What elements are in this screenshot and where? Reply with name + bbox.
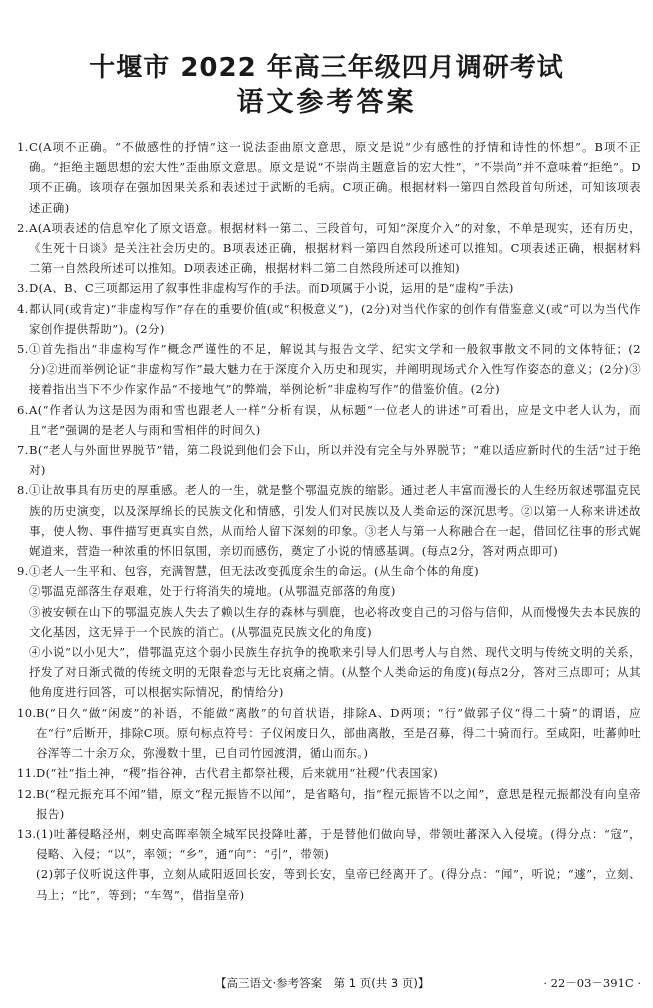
answer-text: ①让故事具有历史的厚重感。老人的一生，就是整个鄂温克族的缩影。通过老人丰富而漫长的人生经历叙述鄂温克民族的历史演变，以及深厚绵长的民族文化和情感，引发人们对民族以及人类命运的深沉思考。②以第一人称来讲述故事，使人物、事件描写更真实自然，从而给人留下深刻的印象。③老人与第一人称融合在一起，借回忆往事的形式娓娓道来，营造一种浓重的怀旧氛围，亲切而感伤，奠定了小说的情感基调。(每点2分，答对两点即可) — [29, 483, 641, 559]
answer-text: C(A项不正确。“不做感性的抒情”这一说法歪曲原文意思，原文是说“少有感性的抒情和诗性的怀想”。B项不正确。“拒绝主题思想的宏大性”歪曲原文意思。原文是说“不崇尚主题意旨的宏大性”，“不崇尚”并不意味着“拒绝”。D项不正确。该项存在强加因果关系和表述过于武断的毛病。C项正确。根据材料一第四自然段首句所述，可知该项表述正确) — [29, 140, 641, 215]
answer-text: D(“社”指土神，“稷”指谷神，古代君主都祭社稷，后来就用“社稷”代表国家) — [36, 766, 439, 781]
answer-item-6 — [17, 400, 641, 440]
answer-text: 都认同(或肯定)“非虚构写作”存在的重要价值(或“积极意义”)，(2分)对当代作家的创作有借鉴意义(或“可以为当代作家创作提供帮助”)。(2分) — [29, 301, 641, 336]
answer-item-3 — [17, 278, 641, 298]
answer-item-13 — [17, 824, 641, 905]
question-number: 12. — [17, 786, 37, 801]
answer-text: A(“作者认为这是因为雨和雪也跟老人一样”分析有误，从标题“一位老人的讲述”可看出，应是文中老人认为，而且“老”强调的是老人与雨和雪相伴的时间久) — [29, 402, 641, 437]
answer-text: (1)吐蕃侵略泾州，刺史高晖率领全城军民投降吐蕃，于是替他们做向导，带领吐蕃深入入侵境。(得分点：“寇”，侵略、入侵；“以”，率领；“乡”，通“向”：“引”，带领) (2)郭子仪听说这件事，立刻从咸阳返回长安，等到长安，皇帝已经离开了。(得分点：“闻”，听说；“遽”，立刻、马上；“比”，等到；“车驾”，借指皇帝) — [36, 826, 641, 902]
question-number: 11. — [17, 766, 37, 781]
question-number: 6. — [17, 402, 29, 417]
answer-item-8 — [17, 480, 641, 561]
answer-text: ①首先指出“非虚构写作”概念严谨性的不足，解说其与报告文学、纪实文学和一般叙事散文不同的文体特征；(2分)②进而举例论证“非虚构写作”最大魅力在于深度介入历史和现实，并阐明现场式介入性写作姿态的意义；(2分)③接着指出当下不少作家作品“不接地气”的弊端，举例论析“非虚构写作”的借鉴价值。(2分) — [29, 342, 641, 397]
answer-item-9 — [17, 561, 641, 702]
answer-item-11 — [17, 763, 641, 783]
answer-text: B(“老人与外面世界脱节”错，第二段说到他们会下山，所以并没有完全与外界脱节；“难以适应新时代的生活”过于绝对) — [29, 443, 641, 478]
answer-text: A(A项表述的信息窄化了原文语意。根据材料一第二、三段首句，可知“深度介入”的对象，不单是现实，还有历史，《生死十日谈》是关注社会历史的。B项表述正确，根据材料一第四自然段所述可以推知。C项表述正确，根据材料二第一自然段所述可以推知。D项表述正确，根据材料二第二自然段所述可以推知) — [29, 220, 641, 276]
exam-title: 十堰市 2022 年高三年级四月调研考试 — [89, 53, 564, 83]
question-number: 5. — [17, 342, 29, 357]
answer-item-7 — [17, 440, 641, 480]
footer-code: · 22－03－391C · — [543, 976, 641, 990]
answer-text: D(A、B、C三项都运用了叙事性非虚构写作的手法。而D项属于小说，运用的是“虚构”手法) — [29, 281, 514, 296]
question-number: 4. — [17, 301, 29, 316]
answer-item-2 — [17, 218, 641, 279]
page-footer — [0, 973, 653, 993]
answer-list — [17, 137, 641, 905]
question-number: 9. — [17, 564, 29, 579]
answer-text: B(“日久”做“闲废”的补语，不能做“离散”的句首状语，排除A、D两项；“行”做郭子仪“得二十骑”的谓语，应在“行”后断开，排除C项。原句标点符号：子仪闲废日久，部曲离散，至是召募，得二十骑而行。至咸阳，吐蕃帅吐谷浑等二十余万众，弥漫数十里，已自司竹园渡渭，循山而东。) — [36, 705, 641, 761]
answer-item-1 — [17, 137, 641, 218]
question-number: 2. — [17, 220, 29, 235]
footer-page-info: 【高三语文·参考答案 第 1 页(共 3 页)】 — [215, 976, 430, 990]
question-number: 10. — [17, 705, 37, 720]
question-number: 7. — [17, 443, 29, 458]
question-number: 1. — [17, 140, 29, 154]
answer-text: ①老人一生平和、包容，充满智慧，但无法改变孤度余生的命运。(从生命个体的角度) ②鄂温克部落生存艰难，处于行将消失的境地。(从鄂温克部落的角度) ③被安顿在山下的鄂温克族人失去了赖以生存的森林与驯鹿，也必将改变自己的习俗与信仰，从而慢慢失去本民族的文化基因，这无异于一个民族的消亡。(从鄂温克民族文化的角度) ④小说“以小见大”，借鄂温克这个弱小民族生存抗争的挽歌来引导人们思考人与自然、现代文明与传统文明的关系，抒发了对日渐式微的传统文明的无限眷恋与无比哀痛之情。(从整个人类命运的角度)(每点2分，答对三点即可；从其他角度进行回答，可以根据实际情况，酌情给分) — [29, 564, 641, 700]
answer-text: B(“程元振充耳不闻”错，原文“程元振皆不以闻”，是省略句，指“程元振皆不以之闻”，意思是程元振都没有向皇帝报告) — [36, 786, 641, 821]
question-number: 13. — [17, 826, 37, 841]
answer-item-12 — [17, 784, 641, 824]
question-number: 3. — [17, 281, 29, 296]
answer-item-4 — [17, 299, 641, 339]
answer-item-10 — [17, 703, 641, 764]
answer-item-5 — [17, 339, 641, 400]
question-number: 8. — [17, 483, 29, 498]
answer-key-title: 语文参考答案 — [236, 87, 417, 118]
